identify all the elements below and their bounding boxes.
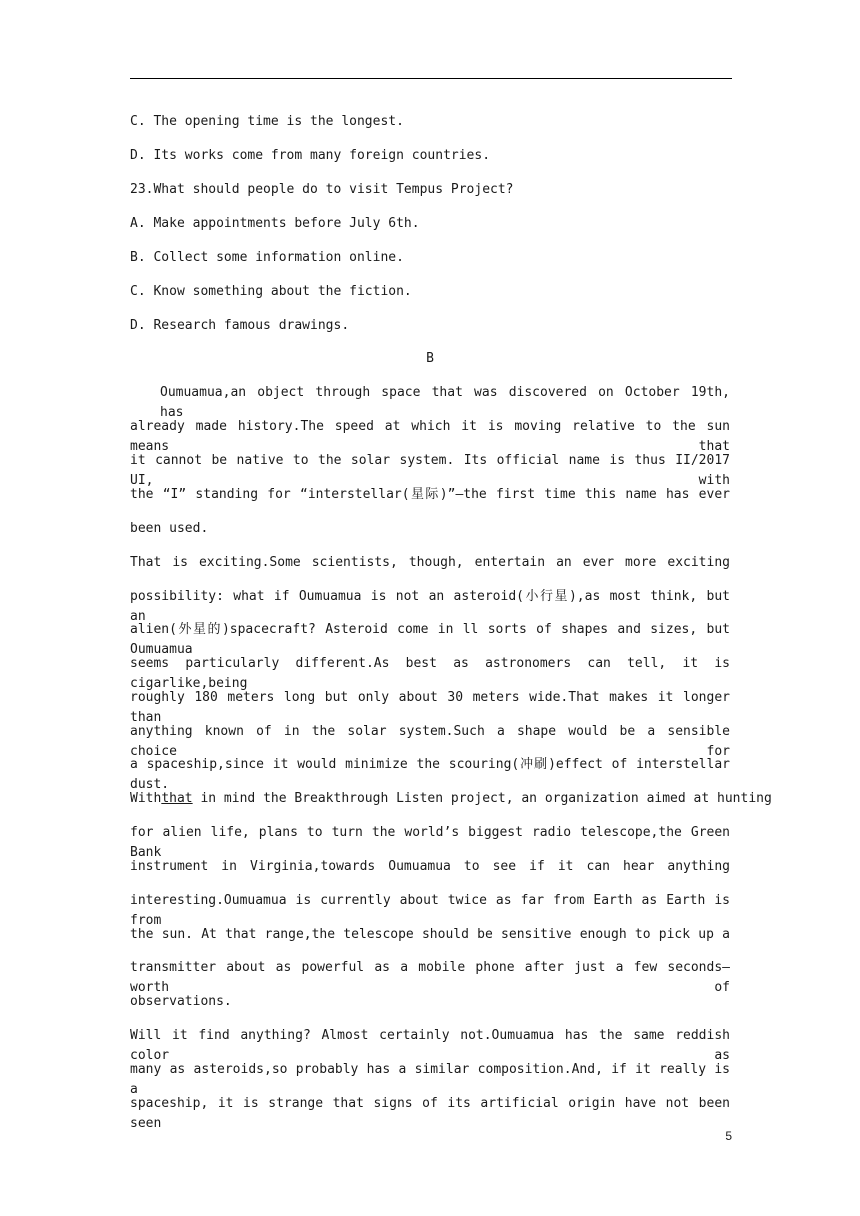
- option-a-q23: A. Make appointments before July 6th.: [130, 216, 420, 231]
- passage-line: [130, 789, 772, 809]
- section-label: B: [426, 351, 434, 366]
- passage-line: it cannot be native to the solar system. Its official name is thus II/2017 UI, with: [130, 453, 730, 488]
- passage-line: many as asteroids,so probably has a similar composition.And, if it really is a: [130, 1062, 730, 1097]
- passage-line: transmitter about as powerful as a mobile phone after just a few seconds—worth of: [130, 960, 730, 995]
- question-23: 23.What should people do to visit Tempus Project?: [130, 182, 514, 197]
- passage-line: alien(外星的)spacecraft? Asteroid come in ll sorts of shapes and sizes, but Oumuamua: [130, 622, 730, 657]
- passage-line: roughly 180 meters long but only about 30 meters wide.That makes it longer than: [130, 690, 730, 725]
- passage-line: for alien life, plans to turn the world’s biggest radio telescope,the Green Bank: [130, 825, 730, 860]
- option-c-q22: C. The opening time is the longest.: [130, 114, 404, 129]
- passage-line: anything known of in the solar system.Such a shape would be a sensible choice for: [130, 724, 730, 759]
- passage-line: observations.: [130, 994, 232, 1009]
- passage-line: instrument in Virginia,towards Oumuamua to see if it can hear anything: [130, 859, 730, 874]
- passage-text: in mind the Breakthrough Listen project, an organization aimed at hunting: [192, 791, 772, 806]
- passage-word: With: [130, 791, 162, 806]
- passage-line: the sun. At that range,the telescope should be sensitive enough to pick up a: [130, 927, 730, 942]
- option-c-q23: C. Know something about the fiction.: [130, 284, 412, 299]
- option-d-q23: D. Research famous drawings.: [130, 318, 350, 333]
- page-number: 5: [725, 1129, 732, 1143]
- passage-line: Will it find anything? Almost certainly not.Oumuamua has the same reddish color as: [130, 1028, 730, 1063]
- passage-line: a spaceship,since it would minimize the scouring(冲刷)effect of interstellar dust.: [130, 757, 730, 792]
- passage-line: been used.: [130, 521, 209, 536]
- passage-line: already made history.The speed at which it is moving relative to the sun means that: [130, 419, 730, 454]
- passage-line: spaceship, it is strange that signs of its artificial origin have not been seen: [130, 1096, 730, 1131]
- option-b-q23: B. Collect some information online.: [130, 250, 404, 265]
- passage-line: the “I” standing for “interstellar(星际)”—the first time this name has ever: [130, 487, 730, 502]
- passage-line: interesting.Oumuamua is currently about twice as far from Earth as Earth is from: [130, 893, 730, 928]
- option-d-q22: D. Its works come from many foreign countries.: [130, 148, 491, 163]
- passage-line: seems particularly different.As best as astronomers can tell, it is cigarlike,being: [130, 656, 730, 691]
- passage-line: possibility: what if Oumuamua is not an asteroid(小行星),as most think, but an: [130, 589, 730, 624]
- underlined-word-that: that: [161, 791, 193, 806]
- header-rule: [130, 78, 732, 79]
- passage-line: Oumuamua,an object through space that was discovered on October 19th, has: [160, 385, 730, 420]
- passage-line: That is exciting.Some scientists, though, entertain an ever more exciting: [130, 555, 730, 570]
